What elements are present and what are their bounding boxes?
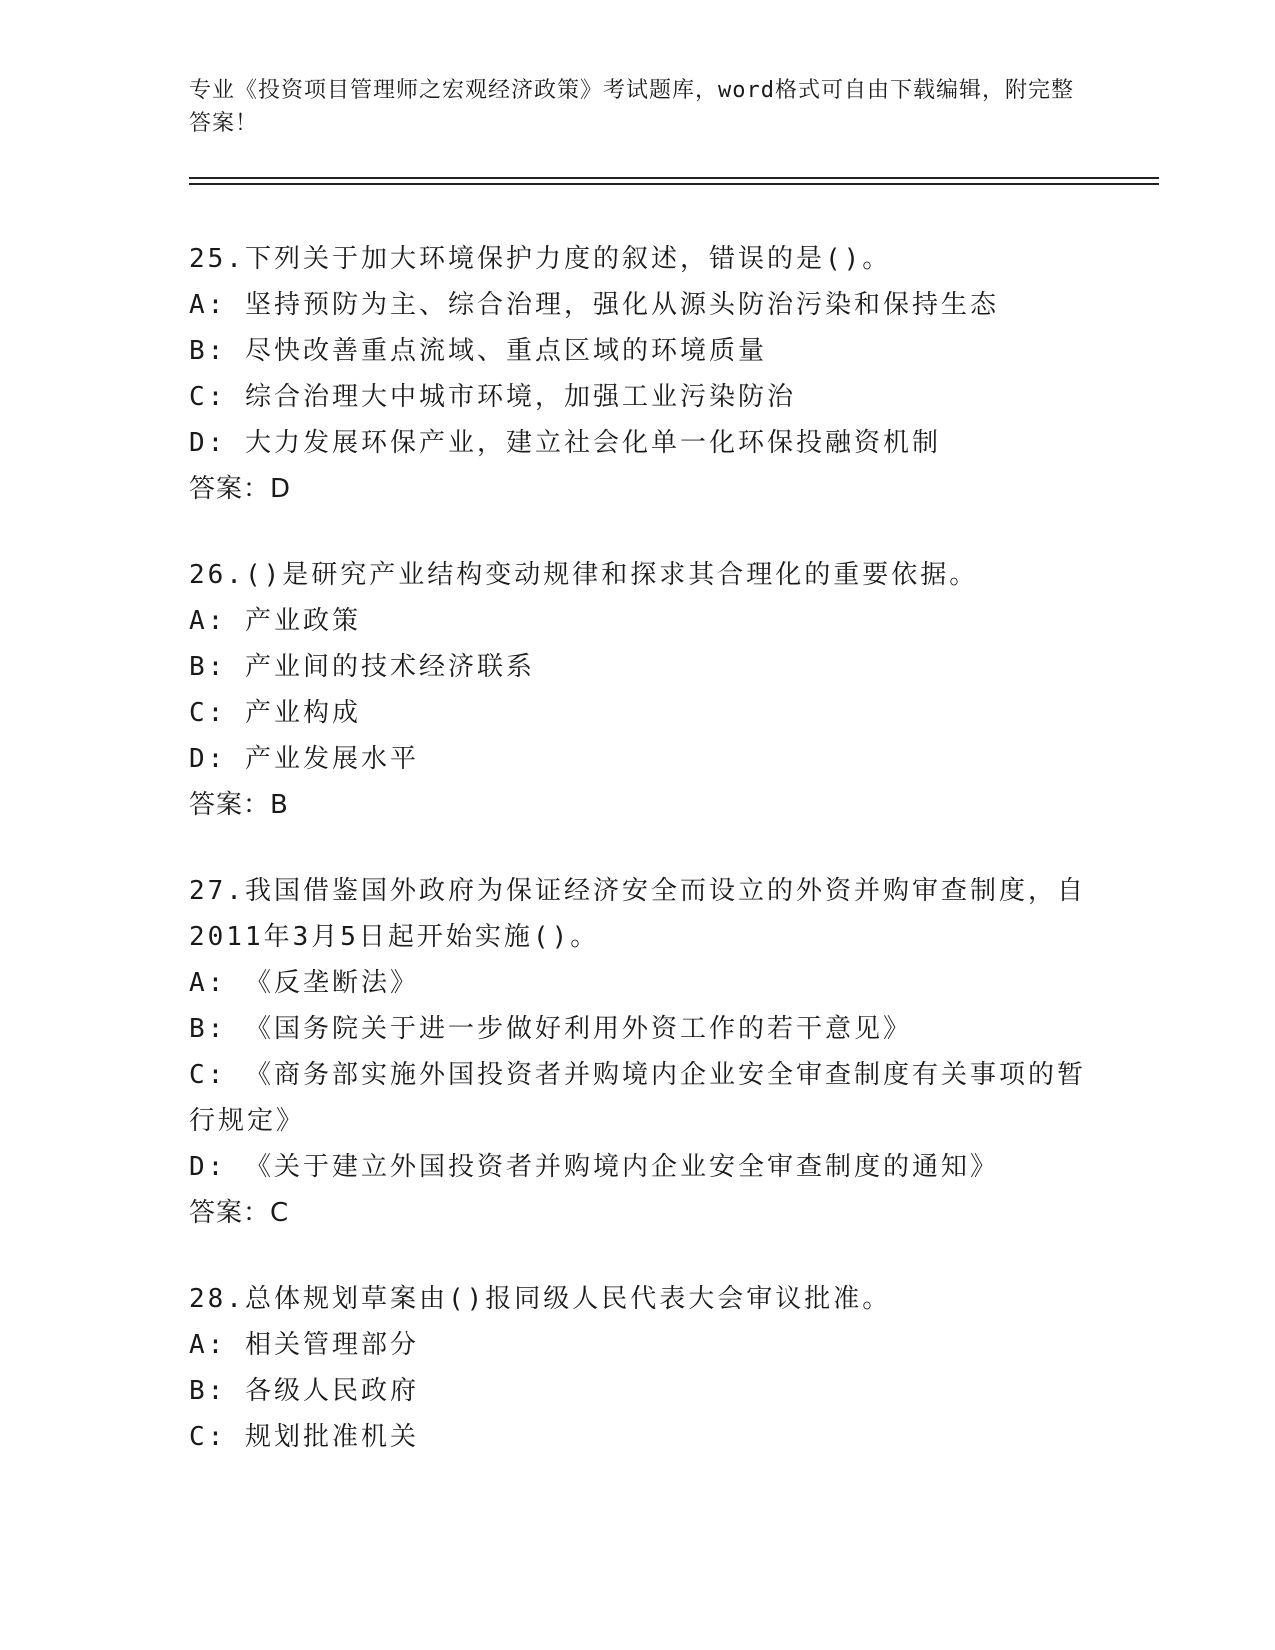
option-b: B: 产业间的技术经济联系 — [189, 652, 535, 682]
option-c: C: 产业构成 — [189, 698, 361, 728]
question-stem: 27.我国借鉴国外政府为保证经济安全而设立的外资并购审查制度，自2011年3月5日起开始实施()。 — [189, 876, 1086, 952]
option-d: D: 大力发展环保产业，建立社会化单一化环保投融资机制 — [189, 428, 941, 458]
option-c: C: 综合治理大中城市环境，加强工业污染防治 — [189, 382, 796, 412]
option-b: B: 《国务院关于进一步做好利用外资工作的若干意见》 — [189, 1014, 912, 1044]
option-a: A: 产业政策 — [189, 606, 361, 636]
question-26 — [189, 552, 1089, 828]
question-stem: 28.总体规划草案由()报同级人民代表大会审议批准。 — [189, 1284, 892, 1314]
option-d: D: 产业发展水平 — [189, 744, 419, 774]
question-list — [189, 236, 1089, 1500]
header-divider-bottom — [189, 183, 1159, 185]
question-27 — [189, 868, 1089, 1236]
option-d: D: 《关于建立外国投资者并购境内企业安全审查制度的通知》 — [189, 1152, 999, 1182]
question-stem: 26.()是研究产业结构变动规律和探求其合理化的重要依据。 — [189, 560, 979, 590]
question-25 — [189, 236, 1089, 512]
question-28 — [189, 1276, 1089, 1460]
option-b: B: 尽快改善重点流域、重点区域的环境质量 — [189, 336, 767, 366]
option-a: A: 《反垄断法》 — [189, 968, 419, 998]
option-c: C: 规划批准机关 — [189, 1422, 419, 1452]
option-b: B: 各级人民政府 — [189, 1376, 419, 1406]
question-stem: 25.下列关于加大环境保护力度的叙述，错误的是()。 — [189, 244, 892, 274]
document-header: 专业《投资项目管理师之宏观经济政策》考试题库，word格式可自由下载编辑，附完整答案！ — [189, 78, 1074, 136]
option-a: A: 坚持预防为主、综合治理，强化从源头防治污染和保持生态 — [189, 290, 999, 320]
option-c: C: 《商务部实施外国投资者并购境内企业安全审查制度有关事项的暂行规定》 — [189, 1060, 1086, 1136]
option-a: A: 相关管理部分 — [189, 1330, 419, 1360]
header-divider-top — [189, 177, 1159, 179]
answer: 答案：C — [189, 1198, 290, 1228]
answer: 答案：D — [189, 474, 292, 504]
answer: 答案：B — [189, 790, 289, 820]
